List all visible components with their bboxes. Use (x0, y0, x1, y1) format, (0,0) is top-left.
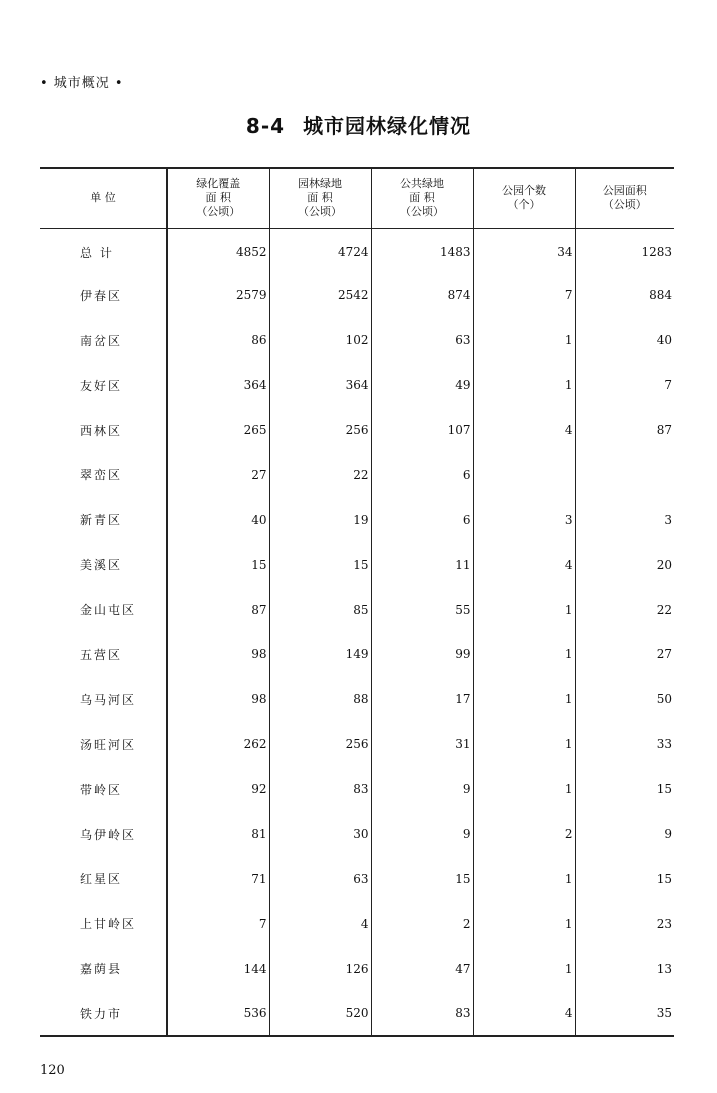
garden-green-cell: 126 (269, 946, 371, 991)
table-row (40, 363, 674, 408)
park-area-cell: 15 (575, 856, 674, 901)
row-name-cell: 嘉荫县 (40, 946, 167, 991)
header-line: 公园面积 (602, 184, 647, 198)
garden-green-cell: 520 (269, 991, 371, 1036)
park-count-cell: 4 (473, 408, 575, 453)
header-line: 园林绿地 (298, 177, 342, 191)
row-name-cell: 总 计 (40, 228, 167, 273)
green-cover-cell: 98 (167, 632, 269, 677)
header-line: （个） (507, 198, 541, 212)
park-area-cell: 13 (575, 946, 674, 991)
table-row (40, 408, 674, 453)
park-count-cell: 1 (473, 767, 575, 812)
green-cover-cell: 98 (167, 677, 269, 722)
park-area-cell: 40 (575, 318, 674, 363)
table-row (40, 273, 674, 318)
park-count-cell: 4 (473, 991, 575, 1036)
garden-green-cell: 88 (269, 677, 371, 722)
park-area-cell: 23 (575, 901, 674, 946)
table-row (40, 946, 674, 991)
header-line: 公共绿地 (400, 177, 444, 191)
garden-green-cell: 22 (269, 452, 371, 497)
green-cover-cell: 536 (167, 991, 269, 1036)
row-name-cell: 金山屯区 (40, 587, 167, 632)
park-area-cell: 50 (575, 677, 674, 722)
row-name-cell: 铁力市 (40, 991, 167, 1036)
table-row (40, 812, 674, 857)
public-green-cell: 11 (371, 542, 473, 587)
header-line: （公顷） (400, 205, 444, 219)
public-green-cell: 2 (371, 901, 473, 946)
park-count-cell: 2 (473, 812, 575, 857)
public-green-cell: 55 (371, 587, 473, 632)
page-number: 120 (40, 1063, 65, 1078)
table-row (40, 318, 674, 363)
park-count-cell: 1 (473, 587, 575, 632)
header-row (40, 168, 674, 228)
row-name-cell: 带岭区 (40, 767, 167, 812)
green-cover-cell: 262 (167, 722, 269, 767)
park-count-cell: 1 (473, 632, 575, 677)
row-name-cell: 友好区 (40, 363, 167, 408)
table-row (40, 767, 674, 812)
park-count-cell: 1 (473, 722, 575, 767)
running-head: • 城市概况 • (40, 76, 124, 91)
row-name-cell: 南岔区 (40, 318, 167, 363)
public-green-cell: 9 (371, 812, 473, 857)
park-area-cell: 35 (575, 991, 674, 1036)
table-row (40, 991, 674, 1036)
garden-green-cell: 2542 (269, 273, 371, 318)
header-line: 面 积 (409, 191, 435, 205)
park-area-cell: 884 (575, 273, 674, 318)
garden-green-cell: 19 (269, 497, 371, 542)
garden-green-cell: 364 (269, 363, 371, 408)
park-count-cell: 7 (473, 273, 575, 318)
table-title (0, 110, 717, 139)
table-row (40, 632, 674, 677)
garden-green-cell: 15 (269, 542, 371, 587)
green-cover-cell: 15 (167, 542, 269, 587)
header-garden-green (269, 168, 371, 228)
park-count-cell: 1 (473, 318, 575, 363)
row-name-cell: 新青区 (40, 497, 167, 542)
public-green-cell: 6 (371, 452, 473, 497)
garden-green-cell: 4724 (269, 228, 371, 273)
garden-green-cell: 63 (269, 856, 371, 901)
park-area-cell: 87 (575, 408, 674, 453)
park-count-cell: 1 (473, 677, 575, 722)
green-cover-cell: 92 (167, 767, 269, 812)
green-cover-cell: 27 (167, 452, 269, 497)
green-cover-cell: 81 (167, 812, 269, 857)
green-cover-cell: 4852 (167, 228, 269, 273)
public-green-cell: 49 (371, 363, 473, 408)
row-name-cell: 美溪区 (40, 542, 167, 587)
park-count-cell: 1 (473, 946, 575, 991)
public-green-cell: 1483 (371, 228, 473, 273)
header-line: 绿化覆盖 (196, 177, 241, 191)
header-line: （公顷） (298, 205, 342, 219)
table-row (40, 901, 674, 946)
header-unit-label: 单 位 (90, 191, 116, 205)
park-area-cell: 20 (575, 542, 674, 587)
park-area-cell: 7 (575, 363, 674, 408)
row-name-cell: 翠峦区 (40, 452, 167, 497)
garden-green-cell: 256 (269, 408, 371, 453)
green-cover-cell: 40 (167, 497, 269, 542)
park-count-cell (473, 452, 575, 497)
header-line: （公顷） (196, 205, 241, 219)
park-count-cell: 1 (473, 363, 575, 408)
green-cover-cell: 265 (167, 408, 269, 453)
public-green-cell: 15 (371, 856, 473, 901)
garden-green-cell: 30 (269, 812, 371, 857)
table-header (40, 168, 674, 228)
public-green-cell: 107 (371, 408, 473, 453)
header-line: 面 积 (307, 191, 333, 205)
public-green-cell: 17 (371, 677, 473, 722)
table-row (40, 587, 674, 632)
table-row (40, 677, 674, 722)
green-cover-cell: 71 (167, 856, 269, 901)
row-name-cell: 汤旺河区 (40, 722, 167, 767)
public-green-cell: 83 (371, 991, 473, 1036)
green-cover-cell: 2579 (167, 273, 269, 318)
park-count-cell: 3 (473, 497, 575, 542)
park-area-cell: 9 (575, 812, 674, 857)
green-cover-cell: 86 (167, 318, 269, 363)
public-green-cell: 874 (371, 273, 473, 318)
park-area-cell: 33 (575, 722, 674, 767)
park-area-cell: 3 (575, 497, 674, 542)
header-park-area (575, 168, 674, 228)
row-name-cell: 上甘岭区 (40, 901, 167, 946)
row-name-cell: 红星区 (40, 856, 167, 901)
park-area-cell: 15 (575, 767, 674, 812)
garden-green-cell: 102 (269, 318, 371, 363)
green-cover-cell: 144 (167, 946, 269, 991)
green-cover-cell: 7 (167, 901, 269, 946)
garden-green-cell: 83 (269, 767, 371, 812)
header-line: （公顷） (602, 198, 647, 212)
park-area-cell: 22 (575, 587, 674, 632)
green-cover-cell: 87 (167, 587, 269, 632)
park-count-cell: 1 (473, 856, 575, 901)
garden-green-cell: 149 (269, 632, 371, 677)
park-area-cell (575, 452, 674, 497)
park-count-cell: 1 (473, 901, 575, 946)
garden-green-cell: 4 (269, 901, 371, 946)
row-name-cell: 西林区 (40, 408, 167, 453)
public-green-cell: 47 (371, 946, 473, 991)
public-green-cell: 63 (371, 318, 473, 363)
public-green-cell: 6 (371, 497, 473, 542)
park-count-cell: 4 (473, 542, 575, 587)
table-body (40, 228, 674, 1036)
table-row (40, 452, 674, 497)
table-title-text: 城市园林绿化情况 (303, 114, 472, 138)
garden-green-cell: 256 (269, 722, 371, 767)
table-row (40, 856, 674, 901)
table-row (40, 722, 674, 767)
row-name-cell: 乌马河区 (40, 677, 167, 722)
table-row (40, 497, 674, 542)
park-area-cell: 1283 (575, 228, 674, 273)
park-count-cell: 34 (473, 228, 575, 273)
row-name-cell: 五营区 (40, 632, 167, 677)
public-green-cell: 31 (371, 722, 473, 767)
public-green-cell: 9 (371, 767, 473, 812)
green-cover-cell: 364 (167, 363, 269, 408)
header-green-cover (167, 168, 269, 228)
header-unit (40, 168, 167, 228)
garden-green-cell: 85 (269, 587, 371, 632)
table-row (40, 542, 674, 587)
header-park-count (473, 168, 575, 228)
park-area-cell: 27 (575, 632, 674, 677)
header-public-green (371, 168, 473, 228)
greening-table (40, 167, 674, 1037)
header-line: 面 积 (205, 191, 231, 205)
public-green-cell: 99 (371, 632, 473, 677)
table-number: 8-4 (245, 114, 286, 138)
row-name-cell: 乌伊岭区 (40, 812, 167, 857)
table-row (40, 228, 674, 273)
header-line: 公园个数 (502, 184, 546, 198)
row-name-cell: 伊春区 (40, 273, 167, 318)
